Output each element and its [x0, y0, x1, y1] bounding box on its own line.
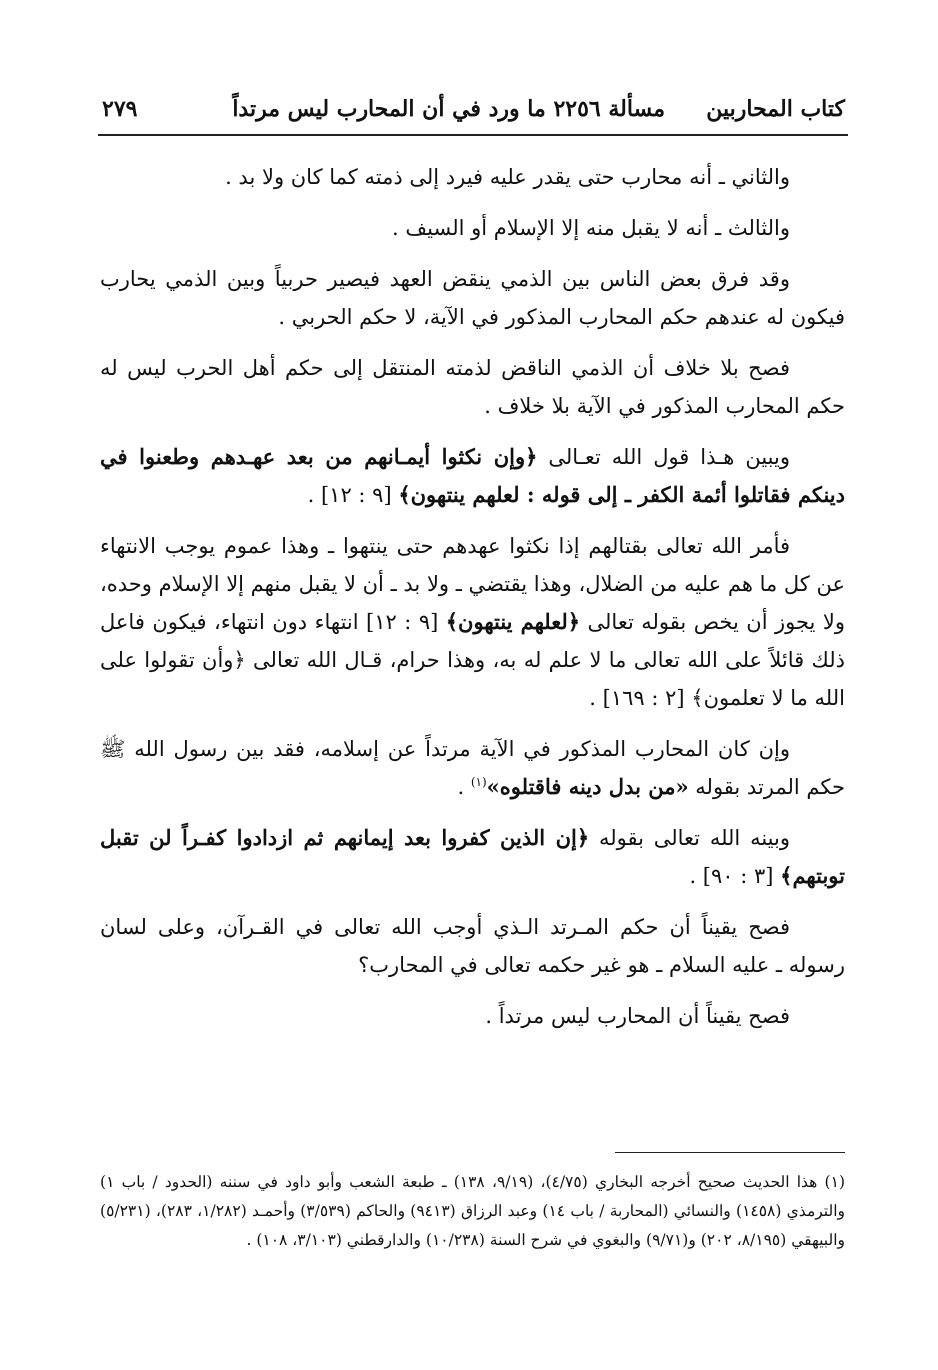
- paragraph: فأمر الله تعالى بقتالهم إذا نكثوا عهدهم حتى ينتهوا ـ وهذا عموم يوجب الانتهاء عن كل ما هم عليه من الضلال، وهذا يقتضي ـ ولا بد ـ أن لا يقبل منهم إلا الإسلام وحده، ولا يجوز أن يخص بقوله تعالى ﴿لعلهم ينتهون﴾ [٩ : ١٢] انتهاء دون انتهاء، فيكون فاعل ذلك قائلاً على الله تعالى ما لا علم له به، وهذا حرام، قـال الله تعالى ﴿وأن تقولوا على الله ما لا تعلمون﴾ [٢ : ١٦٩] .: [99, 534, 845, 710]
- quran-verse: ﴿وإن نكثوا أيمـانهم من بعد عهـدهم وطعنوا في دينكم فقاتلوا أئمة الكفر ـ إلى قوله : لعلهم ينتهون﴾: [100, 444, 845, 507]
- paragraph: فصح بلا خلاف أن الذمي الناقض لذمته المنتقل إلى حكم أهل الحرب ليس له حكم المحارب المذكور في الآية بلا خلاف .: [100, 356, 845, 418]
- paragraph: وبينه الله تعالى بقوله ﴿إن الذين كفروا بعد إيمانهم ثم ازدادوا كفـراً لن تقبل توبتهم﴾ [٣ : ٩٠] .: [100, 825, 845, 888]
- footnote: [100, 1168, 845, 1255]
- running-header: [100, 94, 845, 124]
- body-text: [100, 158, 845, 1048]
- issue-title: مسألة ٢٢٥٦ ما ورد في أن المحارب ليس مرتداً: [232, 96, 665, 122]
- paragraph: فصح يقيناً أن المحارب ليس مرتداً .: [485, 1004, 790, 1028]
- page-number: ٢٧٩: [102, 96, 138, 122]
- footnote-marker[interactable]: (١): [470, 775, 487, 789]
- paragraph: والثاني ـ أنه محارب حتى يقدر عليه فيرد إلى ذمته كما كان ولا بد .: [225, 165, 790, 189]
- paragraph: والثالث ـ أنه لا يقبل منه إلا الإسلام أو السيف .: [392, 216, 790, 240]
- paragraph: وإن كان المحارب المذكور في الآية مرتداً عن إسلامه، فقد بين رسول الله ﷺ حكم المرتد بقوله «من بدل دينه فاقتلوه»$^{(١)}$ .: [100, 737, 845, 799]
- footnote-rule: [615, 1152, 845, 1153]
- quran-verse: ﴿إن الذين كفروا بعد إيمانهم ثم ازدادوا كفـراً لن تقبل توبتهم﴾: [100, 825, 845, 888]
- paragraph: فصح يقيناً أن حكم المـرتد الـذي أوجب الله تعالى في القـرآن، وعلى لسان رسوله ـ عليه السلام ـ هو غير حكمه تعالى في المحارب؟: [100, 915, 845, 977]
- paragraph: ويبين هـذا قول الله تعـالى ﴿وإن نكثوا أيمـانهم من بعد عهـدهم وطعنوا في دينكم فقاتلوا أئمة الكفر ـ إلى قوله : لعلهم ينتهون﴾ [٩ : ١٢] .: [100, 444, 845, 507]
- hadith-quote: «من بدل دينه فاقتلوه»: [486, 774, 689, 799]
- footnote-text: (١) هذا الحديث صحيح أخرجه البخاري (٤/٧٥)، (٩/١٩، ١٣٨) ـ طبعة الشعب وأبو داود في سننه (الحدود / باب ١) والترمذي (١٤٥٨) والنسائي (المحاربة / باب ١٤) وعبد الرزاق (٩٤١٣) والحاكم (٣/٥٣٩) وأحمـد (١/٢٨٢، ٢٨٣)، (٥/٢٣١) والبيهقي (٨/١٩٥، ٢٠٢) و(٩/٧١) والبغوي في شرح السنة (١٠/٢٣٨) والدارقطني (٣/١٠٣، ١٠٨) .: [100, 1173, 845, 1249]
- paragraph: وقد فرق بعض الناس بين الذمي ينقض العهد فيصير حربياً وبين الذمي يحارب فيكون له عندهم حكم المحارب المذكور في الآية، لا حكم الحربي .: [100, 267, 845, 329]
- header-rule: [98, 134, 848, 136]
- book-title: كتاب المحاربين: [706, 96, 845, 122]
- quran-verse: ﴿لعلهم ينتهون﴾: [445, 609, 581, 634]
